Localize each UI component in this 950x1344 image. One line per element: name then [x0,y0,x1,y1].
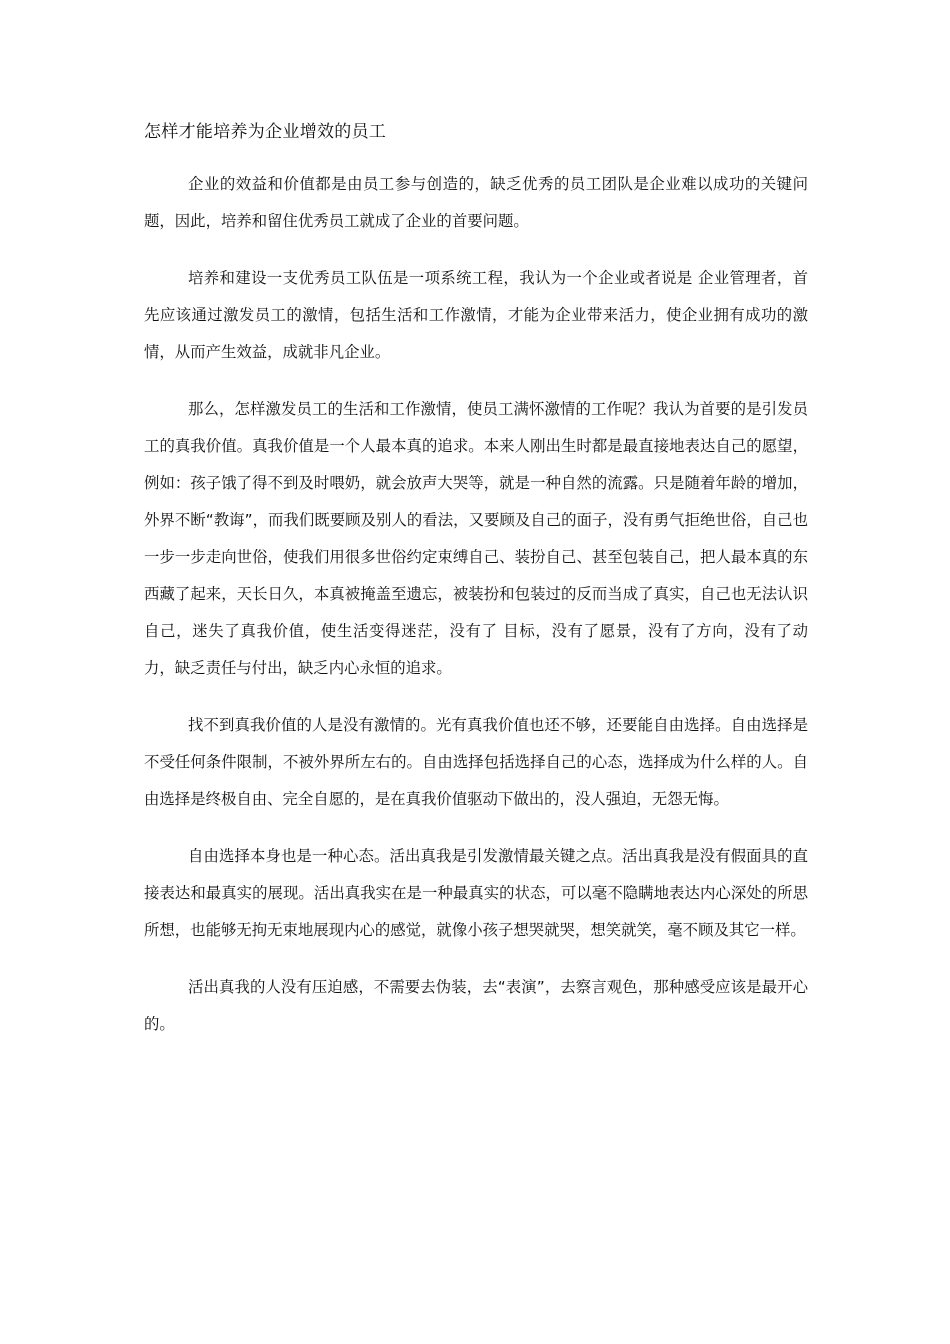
paragraph-1: 企业的效益和价值都是由员工参与创造的，缺乏优秀的员工团队是企业难以成功的关键问题，因此，培养和留住优秀员工就成了企业的首要问题。 [144,175,808,230]
paragraph-3: 那么，怎样激发员工的生活和工作激情，使员工满怀激情的工作呢？我认为首要的是引发员工的真我价值。真我价值是一个人最本真的追求。本来人刚出生时都是最直接地表达自己的愿望，例如：孩子饿了得不到及时喂奶，就会放声大哭等，就是一种自然的流露。只是随着年龄的增加，外界不断“教诲”，而我们既要顾及别人的看法，又要顾及自己的面子，没有勇气拒绝世俗，自己也一步一步走向世俗，使我们用很多世俗约定束缚自己、装扮自己、甚至包装自己，把人最本真的东西藏了起来，天长日久，本真被掩盖至遗忘，被装扮和包装过的反而当成了真实，自己也无法认识自己，迷失了真我价值，使生活变得迷茫，没有了 目标，没有了愿景，没有了方向，没有了动力，缺乏责任与付出，缺乏内心永恒的追求。 [144,400,808,677]
document-title: 怎样才能培养为企业增效的员工 [144,122,387,142]
document-body [144,118,808,1063]
paragraph-2: 培养和建设一支优秀员工队伍是一项系统工程，我认为一个企业或者说是 企业管理者，首先应该通过激发员工的激情，包括生活和工作激情，才能为企业带来活力，使企业拥有成功的激情，从而产生效益，成就非凡企业。 [144,269,808,361]
paragraph-6: 活出真我的人没有压迫感，不需要去伪装，去“表演”，去察言观色，那种感受应该是最开心的。 [144,978,808,1033]
paragraph-4: 找不到真我价值的人是没有激情的。光有真我价值也还不够，还要能自由选择。自由选择是不受任何条件限制，不被外界所左右的。自由选择包括选择自己的心态，选择成为什么样的人。自由选择是终极自由、完全自愿的，是在真我价值驱动下做出的，没人强迫，无怨无悔。 [144,716,808,808]
paragraph-5: 自由选择本身也是一种心态。活出真我是引发激情最关键之点。活出真我是没有假面具的直接表达和最真实的展现。活出真我实在是一种最真实的状态，可以毫不隐瞒地表达内心深处的所思所想，也能够无拘无束地展现内心的感觉，就像小孩子想哭就哭，想笑就笑，毫不顾及其它一样。 [144,847,808,939]
